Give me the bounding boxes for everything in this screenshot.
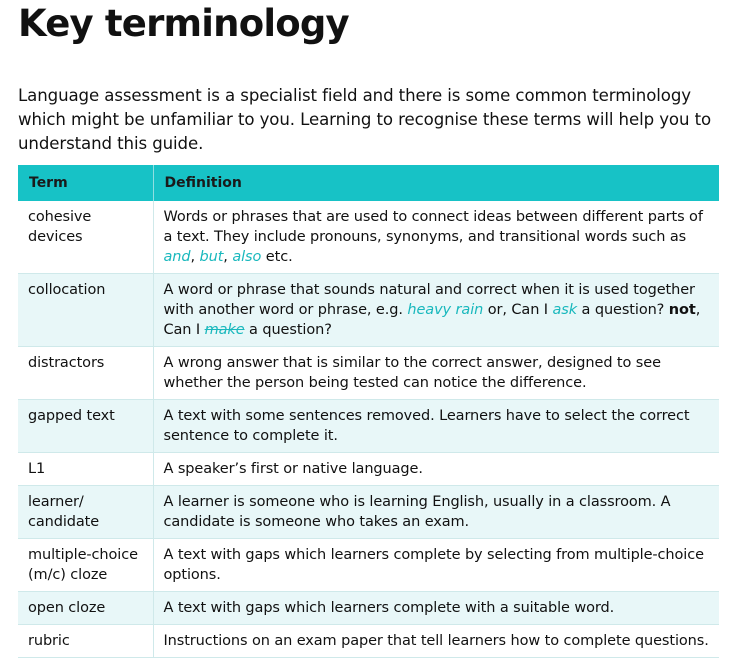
bold-word: not bbox=[668, 302, 696, 318]
term-cell: gapped text bbox=[18, 400, 153, 453]
header-term: Term bbox=[18, 165, 153, 201]
highlighted-example: heavy rain bbox=[407, 302, 484, 318]
table-header-row bbox=[18, 165, 719, 201]
intro-paragraph: Language assessment is a specialist field and there is some common terminology which might be unfamiliar to you. Learning to recognise these terms will help you to understand this guide. bbox=[18, 86, 712, 153]
table-row bbox=[18, 592, 719, 625]
definition-text: a question? bbox=[577, 302, 669, 318]
definition-text: or, Can I bbox=[483, 302, 553, 318]
definition-text: A word or phrase that sounds natural and correct when it is used together with another word or phrase, e.g. bbox=[163, 282, 695, 318]
terminology-table bbox=[18, 165, 719, 658]
term-cell: cohesive devices bbox=[18, 201, 153, 274]
definition-cell bbox=[153, 274, 719, 347]
definition-cell: A text with gaps which learners complete by selecting from multiple-choice options. bbox=[153, 539, 719, 592]
definition-text: , bbox=[223, 249, 233, 265]
table-row bbox=[18, 201, 719, 274]
highlighted-example: and bbox=[163, 249, 191, 265]
table-row bbox=[18, 400, 719, 453]
struck-example: make bbox=[204, 322, 245, 338]
definition-cell: A speaker’s first or native language. bbox=[153, 453, 719, 486]
term-cell: rubric bbox=[18, 625, 153, 658]
definition-text: Words or phrases that are used to connect ideas between different parts of a text. They include pronouns, synonyms, and transitional words such as bbox=[163, 209, 703, 245]
term-cell: collocation bbox=[18, 274, 153, 347]
definition-cell: A text with some sentences removed. Learners have to select the correct sentence to complete it. bbox=[153, 400, 719, 453]
definition-text: , Can I bbox=[163, 302, 701, 338]
definition-text: etc. bbox=[261, 249, 293, 265]
table-row bbox=[18, 347, 719, 400]
definition-cell bbox=[153, 201, 719, 274]
table-row bbox=[18, 486, 719, 539]
table-row bbox=[18, 274, 719, 347]
page-title: Key terminology bbox=[18, 2, 349, 45]
table-row bbox=[18, 539, 719, 592]
term-cell: L1 bbox=[18, 453, 153, 486]
definition-text: , bbox=[190, 249, 200, 265]
highlighted-example: also bbox=[232, 249, 262, 265]
header-definition: Definition bbox=[153, 165, 719, 201]
term-cell: multiple-choice (m/c) cloze bbox=[18, 539, 153, 592]
definition-cell: A learner is someone who is learning English, usually in a classroom. A candidate is someone who takes an exam. bbox=[153, 486, 719, 539]
definition-text: a question? bbox=[244, 322, 332, 338]
definition-cell: A wrong answer that is similar to the correct answer, designed to see whether the person being tested can notice the difference. bbox=[153, 347, 719, 400]
definition-cell: A text with gaps which learners complete with a suitable word. bbox=[153, 592, 719, 625]
table-row bbox=[18, 625, 719, 658]
term-cell: learner/ candidate bbox=[18, 486, 153, 539]
table-row bbox=[18, 453, 719, 486]
term-cell: distractors bbox=[18, 347, 153, 400]
highlighted-example: ask bbox=[552, 302, 578, 318]
term-cell: open cloze bbox=[18, 592, 153, 625]
highlighted-example: but bbox=[199, 249, 224, 265]
definition-cell: Instructions on an exam paper that tell learners how to complete questions. bbox=[153, 625, 719, 658]
